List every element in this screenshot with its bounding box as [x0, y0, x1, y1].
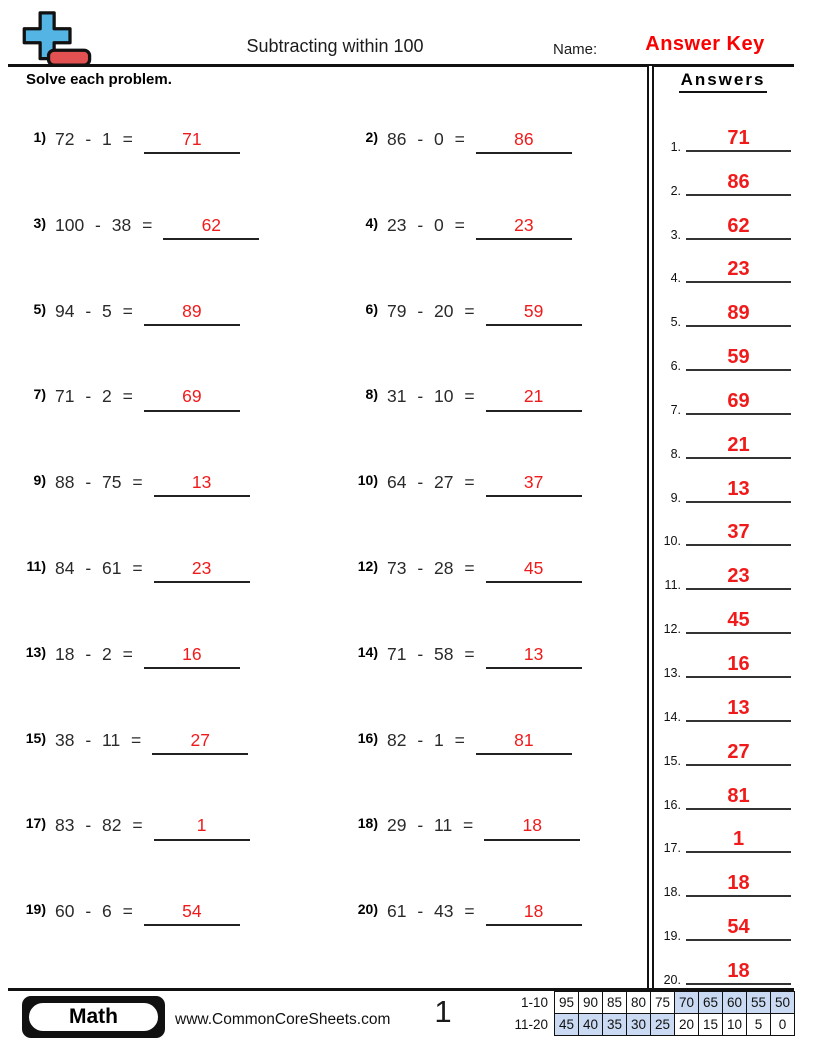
score-cell: 35 [603, 1014, 627, 1036]
answer-row [654, 688, 794, 732]
answer-blank: 81 [476, 731, 572, 755]
score-cell: 60 [723, 992, 747, 1014]
answer-blank: 54 [144, 902, 240, 926]
problem-number: 7) [33, 386, 46, 403]
page-number: 1 [434, 994, 452, 1029]
answer-line-value: 18 [686, 961, 791, 985]
problem-row [348, 785, 648, 871]
problem-row [16, 614, 348, 700]
problem-number: 8) [365, 386, 378, 403]
score-row [505, 1014, 795, 1036]
answer-number: 7. [670, 402, 681, 417]
score-cell: 70 [675, 992, 699, 1014]
problem-row [16, 785, 348, 871]
score-table [505, 991, 795, 1036]
header-rule [8, 64, 794, 67]
problem-row [16, 700, 348, 786]
answer-number: 16. [663, 797, 681, 812]
answer-blank: 18 [484, 816, 580, 840]
problem-row [16, 356, 348, 442]
problem-row [348, 871, 648, 957]
answer-line-value: 86 [686, 172, 791, 196]
answer-line-value: 71 [686, 128, 791, 152]
answer-blank: 86 [476, 130, 572, 154]
problem-row [348, 442, 648, 528]
problem-expression: 18 - 2 = [55, 643, 133, 664]
answer-number: 17. [663, 841, 681, 856]
answer-row [654, 293, 794, 337]
answer-line-value: 13 [686, 698, 791, 722]
answer-number: 12. [663, 622, 681, 637]
problem-expression: 94 - 5 = [55, 300, 133, 321]
score-cell: 5 [747, 1014, 771, 1036]
answer-blank: 18 [486, 902, 582, 926]
score-cell: 95 [555, 992, 579, 1014]
problem-expression: 29 - 11 = [387, 815, 474, 836]
worksheet-title: Subtracting within 100 [246, 36, 424, 56]
answer-blank: 23 [476, 216, 572, 240]
answer-blank: 13 [486, 645, 582, 669]
problem-row [348, 356, 648, 442]
answer-row [654, 425, 794, 469]
problem-expression: 31 - 10 = [387, 386, 475, 407]
problem-number: 6) [365, 300, 378, 317]
problem-number: 19) [25, 901, 46, 918]
answer-blank: 27 [152, 731, 248, 755]
score-cell: 25 [651, 1014, 675, 1036]
score-cell: 10 [723, 1014, 747, 1036]
answer-blank: 13 [154, 473, 250, 497]
problem-expression: 71 - 58 = [387, 643, 475, 664]
answer-blank: 23 [154, 559, 250, 583]
problem-row [16, 271, 348, 357]
answer-number: 14. [663, 709, 681, 724]
answer-number: 4. [670, 271, 681, 286]
problem-number: 4) [365, 214, 378, 231]
score-row-label: 1-10 [520, 995, 548, 1010]
answer-row [654, 469, 794, 513]
problem-row [348, 700, 648, 786]
answer-row [654, 162, 794, 206]
answer-blank: 89 [144, 302, 240, 326]
math-badge-label: Math [26, 1000, 161, 1034]
problem-number: 3) [33, 214, 46, 231]
answer-number: 5. [670, 315, 681, 330]
problem-expression: 73 - 28 = [387, 557, 475, 578]
score-cell: 45 [555, 1014, 579, 1036]
answer-number: 9. [670, 490, 681, 505]
answer-number: 10. [663, 534, 681, 549]
answer-blank: 16 [144, 645, 240, 669]
answer-row [654, 863, 794, 907]
problem-row [348, 614, 648, 700]
answer-row [654, 556, 794, 600]
answer-row [654, 337, 794, 381]
problem-number: 13) [25, 643, 46, 660]
website-url: www.CommonCoreSheets.com [175, 1011, 391, 1028]
problem-expression: 60 - 6 = [55, 901, 133, 922]
answer-line-value: 81 [686, 786, 791, 810]
answer-row [654, 250, 794, 294]
answer-blank: 62 [163, 216, 259, 240]
answer-row [654, 776, 794, 820]
answer-line-value: 18 [686, 873, 791, 897]
answer-line-value: 54 [686, 917, 791, 941]
problem-number: 17) [25, 815, 46, 832]
answer-line-value: 62 [686, 216, 791, 240]
answer-row [654, 600, 794, 644]
answer-row [654, 513, 794, 557]
answer-key-value: Answer Key [645, 33, 765, 55]
answer-blank: 1 [154, 816, 250, 840]
score-row-label: 11-20 [514, 1017, 548, 1032]
problem-row [16, 871, 348, 957]
problem-row [16, 99, 348, 185]
problem-row [348, 185, 648, 271]
answers-column-divider [647, 66, 654, 988]
answer-blank: 59 [486, 302, 582, 326]
problem-number: 2) [365, 129, 378, 145]
problem-expression: 79 - 20 = [387, 300, 475, 321]
answer-number: 15. [663, 753, 681, 768]
score-cell: 30 [627, 1014, 651, 1036]
problem-expression: 64 - 27 = [387, 472, 475, 493]
problem-expression: 82 - 1 = [387, 729, 465, 750]
problem-expression: 38 - 11 = [55, 729, 142, 750]
score-cell: 55 [747, 992, 771, 1014]
problem-number: 18) [357, 815, 378, 832]
score-cell: 80 [627, 992, 651, 1014]
answer-line-value: 45 [686, 610, 791, 634]
problem-row [16, 442, 348, 528]
problem-number: 14) [357, 643, 378, 660]
answer-line-value: 59 [686, 347, 791, 371]
problem-expression: 61 - 43 = [387, 901, 475, 922]
problem-expression: 88 - 75 = [55, 472, 143, 493]
answer-line-value: 27 [686, 742, 791, 766]
score-row [505, 992, 795, 1014]
score-cell: 65 [699, 992, 723, 1014]
problem-row [348, 271, 648, 357]
answers-list [654, 118, 794, 995]
answer-line-value: 1 [686, 829, 791, 853]
score-cell: 50 [771, 992, 795, 1014]
answer-blank: 45 [486, 559, 582, 583]
name-label: Name: [553, 41, 598, 58]
answer-number: 11. [664, 578, 681, 593]
answer-number: 1. [670, 139, 681, 154]
answer-number: 6. [670, 359, 681, 374]
answer-blank: 71 [144, 130, 240, 154]
score-cell: 85 [603, 992, 627, 1014]
answer-line-value: 21 [686, 435, 791, 459]
answer-line-value: 16 [686, 654, 791, 678]
problem-expression: 100 - 38 = [55, 214, 153, 235]
answer-number: 2. [670, 183, 681, 198]
answer-line-value: 89 [686, 303, 791, 327]
answer-row [654, 907, 794, 951]
problem-expression: 72 - 1 = [55, 129, 133, 149]
problem-row [16, 185, 348, 271]
answer-row [654, 820, 794, 864]
problem-row [348, 528, 648, 614]
answer-line-value: 23 [686, 259, 791, 283]
answer-row [654, 644, 794, 688]
math-subject-badge [22, 996, 165, 1038]
problem-number: 5) [33, 300, 46, 317]
answer-blank: 21 [486, 387, 582, 411]
answer-line-value: 13 [686, 479, 791, 503]
problem-number: 16) [357, 729, 378, 746]
answer-line-value: 23 [686, 566, 791, 590]
answer-number: 13. [663, 665, 681, 680]
answer-number: 3. [670, 227, 681, 242]
score-cell: 75 [651, 992, 675, 1014]
problem-number: 12) [357, 557, 378, 574]
problem-number: 20) [357, 901, 378, 918]
problem-expression: 86 - 0 = [387, 129, 465, 149]
answer-row [654, 118, 794, 162]
problem-expression: 83 - 82 = [55, 815, 143, 836]
problem-number: 9) [33, 472, 46, 489]
problem-expression: 84 - 61 = [55, 557, 143, 578]
answer-row [654, 381, 794, 425]
answer-number: 20. [663, 972, 681, 987]
instruction-text: Solve each problem. [26, 71, 172, 88]
problem-number: 15) [25, 729, 46, 746]
score-cell: 0 [771, 1014, 795, 1036]
problem-row [16, 528, 348, 614]
answer-number: 19. [663, 929, 681, 944]
answers-column-header [653, 70, 793, 93]
problem-number: 11) [26, 557, 46, 574]
problem-number: 10) [357, 472, 378, 489]
answer-blank: 69 [144, 387, 240, 411]
answer-number: 8. [670, 446, 681, 461]
score-cell: 20 [675, 1014, 699, 1036]
score-cell: 15 [699, 1014, 723, 1036]
answer-line-value: 69 [686, 391, 791, 415]
problem-row [348, 99, 648, 185]
answer-number: 18. [663, 885, 681, 900]
answer-row [654, 732, 794, 776]
answer-row [654, 206, 794, 250]
problem-expression: 23 - 0 = [387, 214, 465, 235]
score-cell: 90 [579, 992, 603, 1014]
score-cell: 40 [579, 1014, 603, 1036]
answer-blank: 37 [486, 473, 582, 497]
answer-line-value: 37 [686, 522, 791, 546]
problem-expression: 71 - 2 = [55, 386, 133, 407]
problems-grid [16, 99, 648, 957]
answers-column-title: Answers [679, 70, 768, 93]
problem-number: 1) [33, 129, 46, 145]
